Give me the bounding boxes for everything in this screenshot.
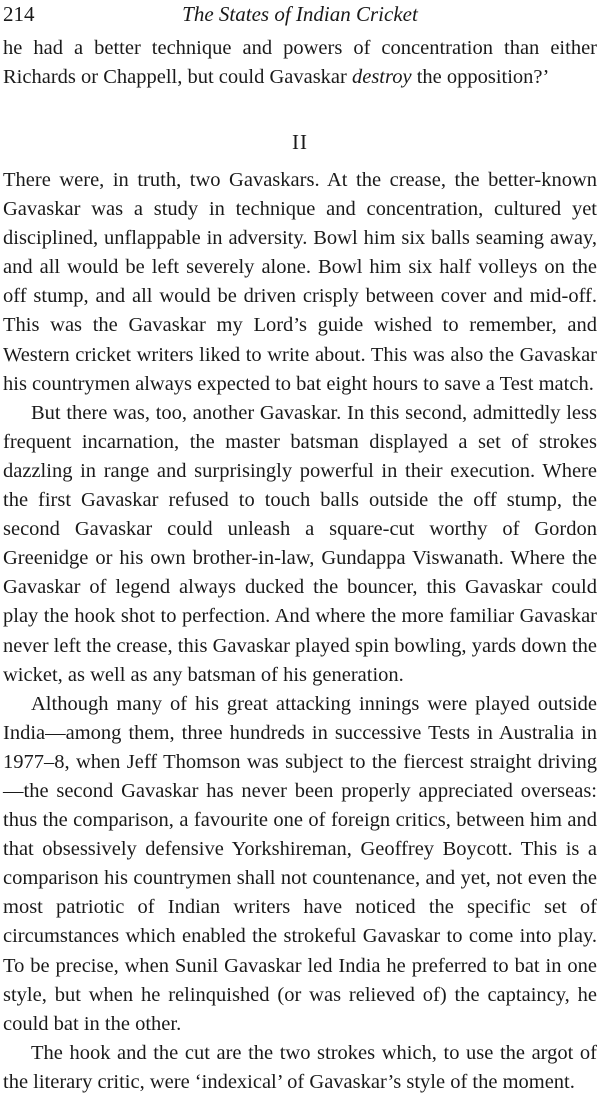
paragraph: There were, in truth, two Gavaskars. At the crease, the better-known Gavaskar was a study in technique and concentration, cultured yet disciplined, unflappable in adversity. Bowl him six balls seaming away, and all would be left severely alone. Bowl him six half volleys on the off stump, and all would be driven crisply between cover and mid-off. This was the Gavaskar my Lord’s guide wished to remember, and Western cricket writers liked to write about. This was also the Gavaskar his countrymen always expected to bat eight hours to save a Test match. [3,169,597,395]
running-head [3,0,597,28]
paragraph: But there was, too, another Gavaskar. In this second, admittedly less frequent incarnation, the master batsman displayed a set of strokes dazzling in range and surprisingly powerful in their execution. Where the first Gavaskar refused to touch balls outside the off stump, the second Gavaskar could unleash a square-cut worthy of Gordon Greenidge or his own brother-in-law, Gundappa Viswanath. Where the Gavaskar of legend always ducked the bouncer, this Gavaskar could play the hook shot to perfection. And where the more familiar Gavaskar never left the crease, this Gavaskar played spin bowling, yards down the wicket, as well as any batsman of his generation. [3,401,597,686]
continuation-text [3,34,597,92]
emphasized-word: destroy [351,66,412,89]
paragraph: Although many of his great attacking innings were played outside India—among them, three hundreds in successive Tests in Australia in 1977–8, when Jeff Thomson was subject to the fiercest straight driving—the second Gavaskar has never been properly appreciated overseas: thus the comparison, a favourite one of foreign critics, between him and that obsessively defensive Yorkshireman, Geoffrey Boycott. This is a comparison his countrymen shall not countenance, and yet, not even the most patriotic of Indian writers have noticed the specific set of circumstances which enabled the strokeful Gavaskar to come into play. To be precise, when Sunil Gavaskar led India he preferred to bat in one style, but when he relinquished (or was relieved of) the captaincy, he could bat in the other. [3,692,597,1035]
running-title: The States of Indian Cricket [182,2,418,26]
section-heading: II [292,130,308,154]
main-text [3,166,597,1097]
page-number: 214 [3,2,35,26]
paragraph: The hook and the cut are the two strokes which, to use the argot of the literary critic, were ‘indexical’ of Gavaskar’s style of the moment. [3,1041,597,1093]
continuation-before: he had a better technique and powers of concentration than either Richards or Chappell, but could Gavaskar [3,37,597,89]
continuation-paragraph [3,34,597,92]
continuation-after: the opposition?’ [411,66,550,89]
